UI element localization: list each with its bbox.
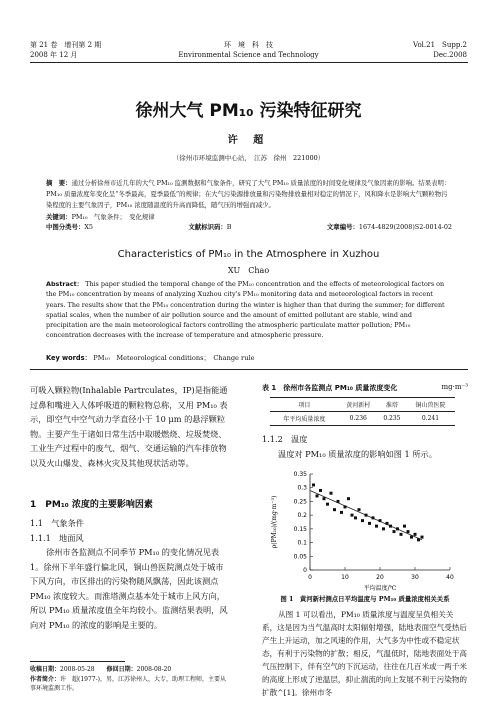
footnote [30,665,230,694]
document-code: 文献标识码：B [188,223,232,231]
abstract-rule [30,369,468,370]
english-author: XU Chao [227,266,270,275]
wind-paragraph: 徐州市各监测点不同季节 PM₁₀ 的变化情况见表 1。徐州下半年盛行偏北风，铜山兽医院测点处于城市下风方向，市区排出的污染物随风飘荡，因此该测点 PM₁₀ 浓度较大。而淮塔测点基本处于城市上风方向，所以 PM₁₀ 质量浓度值全年均较小。监测结果表明，风向对 PM₁₀ 的浓度的影响是主要的。 [30,547,228,630]
data-point [410,536,413,539]
data-point [323,497,326,500]
y-tick-label: 0.05 [293,553,307,561]
data-point [344,505,347,508]
clc-code: 中图分类号：X5 [46,223,93,231]
subsection-1-1-2: 1.1.2 温度 [262,434,308,444]
keywords-cn [46,212,155,221]
data-point [382,527,385,530]
table-cell: 0.236 [349,415,367,422]
table-1-caption: 表 1 徐州市各监测点 PM₁₀ 质量浓度变化 [262,384,398,392]
keywords-en-text: PM₁₀ Meteorological conditions； Change rule [93,354,255,362]
table-1-unit: mg·m⁻³ [441,383,468,391]
abstract-cn [46,178,452,211]
subsection-1-1: 1.1 气象条件 [30,518,84,528]
x-axis-label: 平均温度/℃ [363,585,397,592]
temperature-paragraph: 温度对 PM₁₀ 质量浓度的影响如图 1 所示。 [278,449,437,459]
data-point [347,497,350,500]
data-point [316,494,319,497]
journal-volume [30,40,101,60]
table-row [270,412,455,426]
english-title: Characteristics of PM₁₀ in the Atmosphere in Xuzhou [117,249,380,260]
author-bio: 作者简介：许 超(1977-)，男，江苏徐州人，大专，助理工程师，主要从事环境监测工作。 [30,675,226,692]
data-point [375,525,378,528]
journal-name-en: Environmental Science and Technology [178,51,319,59]
data-point [354,516,357,519]
data-point [319,489,322,492]
data-point [396,527,399,530]
data-point [312,483,315,486]
x-tick-label: 40 [446,574,454,581]
data-point [361,519,364,522]
issue-date: 2008 年 12 月 [30,51,78,59]
data-point [330,492,333,495]
data-point [326,503,329,506]
data-point [386,522,389,525]
intro-paragraph: 可吸入颗粒物(Inhalable Partrculates，IP)是指能通过鼻和嘴进入人体呼吸道的颗粒物总称，又用 PM₁₀ 表示，即空气中空气动力学直径小于 10 μm 的悬浮颗粒物。主要产生于诸如日常生活中取暖燃烧、垃圾焚烧、工业生产过程中的废气、烟气、交通运输的汽车排放物以及火山爆发、森林火灾及其他现状活动等。 [30,385,228,468]
author-name: 许 超 [227,135,270,146]
data-point [389,525,392,528]
keywords-text: PM₁₀ 气象条件； 变化规律 [71,213,155,221]
table-header-cell: 铜山兽医院 [415,402,446,409]
abstract-en-label: Abstract： [46,280,84,288]
author-affiliation: （徐州市环境监测中心站， 江苏 徐州 221000） [172,154,325,162]
abstract-text: 通过分析徐州市近几年的大气 PM₁₀ 监测数据和气象条件，研究了大气 PM₁₀ 质量浓度的时间变化规律及气象因素的影响。结果表明：PM₁₀ 质量浓度年变化呈“冬季最高，夏季最低”的规律；在大气污染源排放量和污染物排放量相对稳定的情况下，风和降水是影响大气颗粒物污染程度的主要气象因子，PM₁₀ 浓度随温度的升高而降低，随气压的增强而减少。 [46,179,451,209]
data-point [393,530,396,533]
y-tick-label: 0.15 [293,525,307,533]
y-tick-label: 0 [303,567,307,574]
journal-name [150,40,347,60]
x-tick-label: 20 [376,574,384,581]
subsection-1-1-1: 1.1.1 地面风 [30,533,84,543]
vol-date: Dec.2008 [433,51,467,59]
footnote-rule [30,661,125,662]
y-tick-label: 0.3 [297,484,307,492]
volume-issue: 第 21 卷 增刊第 2 期 [30,41,102,49]
data-point [333,508,336,511]
y-tick-label: 0.2 [297,512,307,520]
data-point [351,514,354,517]
table-1-caption-row [262,383,468,393]
keywords-en-label: Key words： [46,354,92,362]
x-tick-label: 10 [341,574,349,581]
table-cell: 0.241 [421,415,440,422]
header-rule [30,62,468,63]
table-1 [270,397,455,426]
table-cell: 0.235 [383,415,401,422]
y-tick-label: 0.25 [293,498,307,506]
data-point [372,516,375,519]
journal-vol-en [413,40,467,60]
received-date: 收稿日期：2008-05-28 修回日期：2008-08-20 [30,666,172,673]
data-point [340,511,343,514]
x-tick-label: 30 [411,574,419,581]
classification-row [46,222,452,231]
table-header-cell: 黄河新村 [346,402,371,409]
keywords-en [46,352,254,362]
data-point [407,530,410,533]
article-number: 文章编号：1674-4829(2008)S2-0014-02 [326,223,452,231]
section-1-heading: 1 PM₁₀ 浓度的主要影响因素 [30,500,153,510]
abstract-en-text: This paper studied the temporal change of the PM₁₀ concentration and the effects of meteorological factors on the PM₁₀ concentration by means of analyzing Xuzhou city's PM₁₀ monitoring data and meteorological factors in recent years. The results show that the PM₁₀ concentration during the winter is higher than that during the summer; for different spatial scales, when the number of air pollution source and the amount of emitted pollutant are stable, wind and precipitation are the main meteorological factors controlling the atmospheric particulate matter pollution; PM₁₀ concentration decreases with the increase of temperature and atmospheric pressure. [46,280,445,340]
table-header-row [270,398,455,412]
keywords-label: 关键词： [46,213,72,221]
paper-title: 徐州大气 PM₁₀ 污染特征研究 [135,101,362,121]
data-point [421,536,424,539]
data-point [379,519,382,522]
table-header-cell: 淮塔 [385,402,398,409]
journal-name-cn: 环 境 科 技 [224,41,273,49]
data-point [337,500,340,503]
temperature-analysis-paragraph: 从图 1 可以看出，PM₁₀ 质量浓度与温度呈负相关关系，这是因为当气温高时太阳辐射增强，陆地表面空气受热后产生上升运动，加之风速的作用，大气多为中性或不稳定状态，有利于污染物的扩散；相反，气温低时，陆地表面处于高气压控制下，伴有空气的下沉运动，往往在几百米或一两千米的高度上形成了逆温层，抑止湍流的向上发展不利于污染物的扩散^[1]。徐州市冬 [262,610,468,697]
data-point [358,508,361,511]
y-tick-label: 0.1 [297,539,307,547]
figure-1-scatter [262,466,468,594]
abstract-en [46,279,452,341]
data-point [400,533,403,536]
y-axis-label: ρ(PM₁₀)/(mg·m⁻³) [271,495,278,549]
x-tick-label: 0 [308,574,312,581]
data-point [365,514,368,517]
data-point [417,538,420,541]
table-cell: 年平均质量浓度 [283,416,326,423]
data-point [414,533,417,536]
table-header-cell: 项目 [298,402,311,409]
data-point [368,522,371,525]
data-point [403,525,406,528]
abstract-label: 摘 要： [46,179,72,187]
vol-supp: Vol.21 Supp.2 [413,41,467,49]
figure-1-caption: 图 1 黄河新村测点日平均温度与 PM₁₀ 质量浓度相关关系 [280,595,450,603]
y-tick-label: 0.35 [293,471,307,478]
